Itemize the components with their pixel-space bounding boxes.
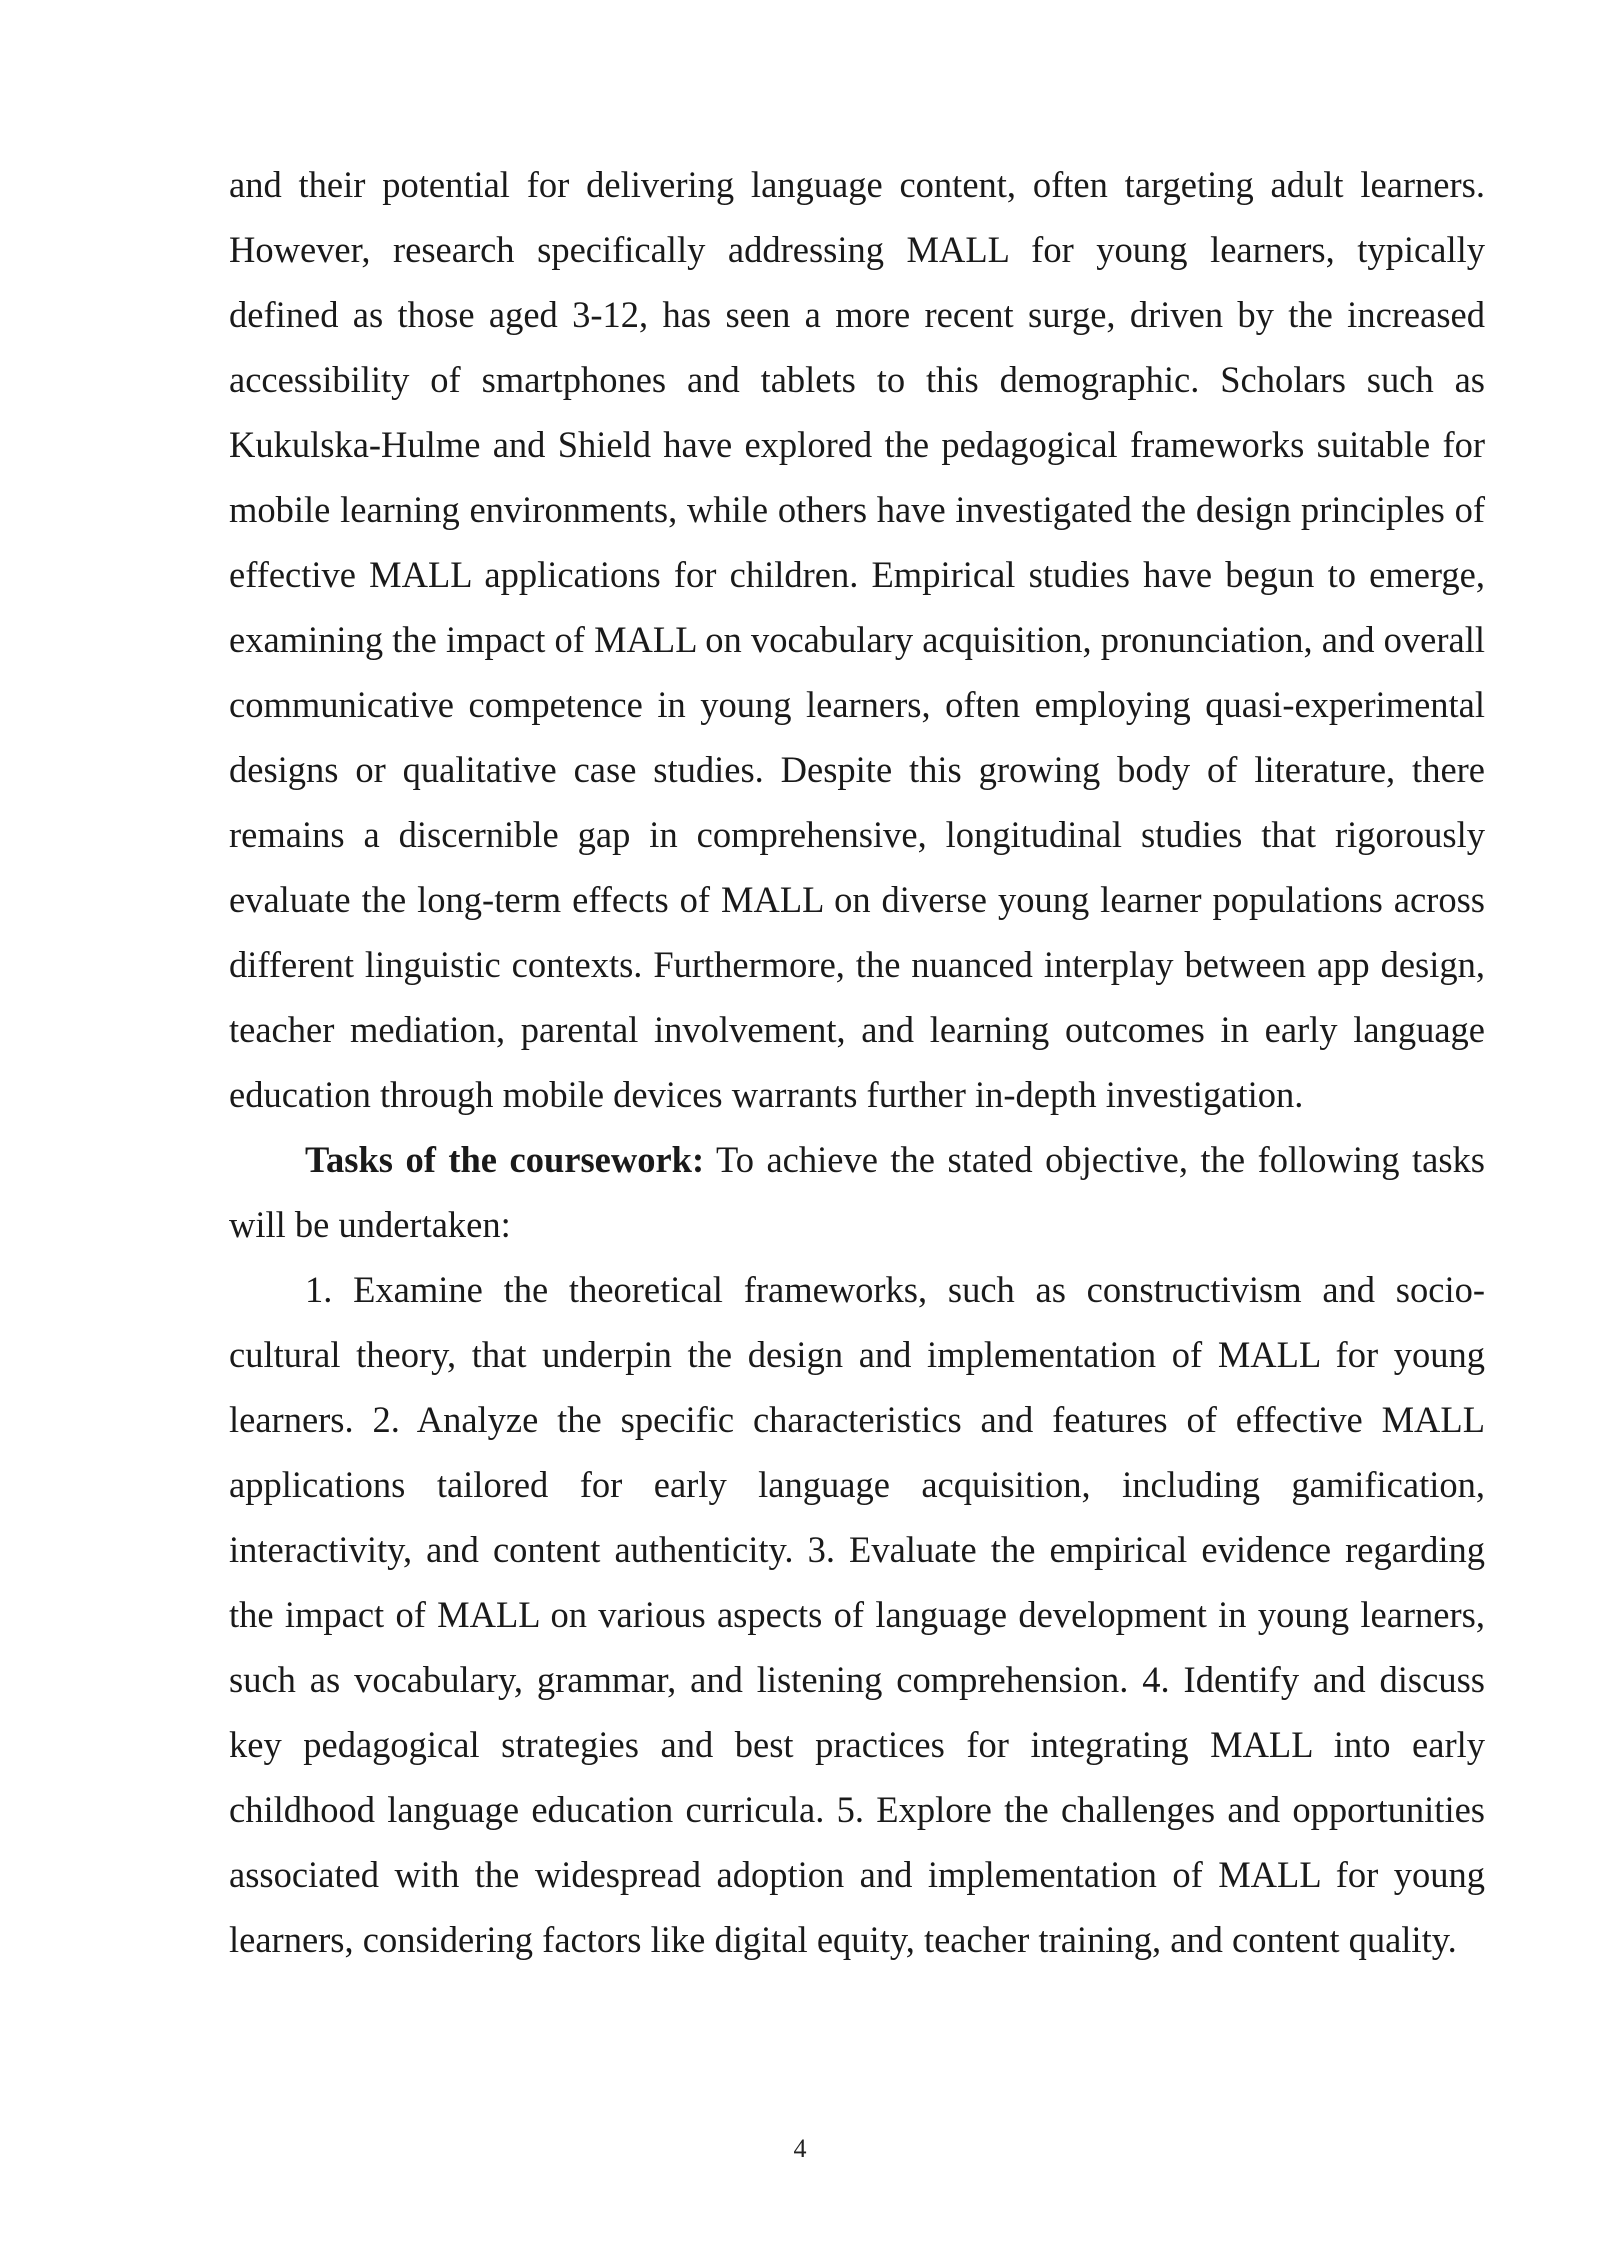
tasks-paragraph [229,1127,1485,1257]
tasks-intro-text: To achieve the stated objective, the following tasks will be undertaken: [229,1139,1486,1245]
page-number: 4 [793,2134,807,2163]
literature-review-paragraph: and their potential for delivering language content, often targeting adult learners. However, research specifically addressing MALL for young learners, typically defined as those aged 3-12, has seen a more recent surge, driven by the increased accessibility of smartphones and tablets to this demographic. Scholars such as Kukulska-Hulme and Shield have explored the pedagogical frameworks suitable for mobile learning environments, while others have investigated the design principles of effective MALL applications for children. Empirical studies have begun to emerge, examining the impact of MALL on vocabulary acquisition, pronunciation, and overall communicative competence in young learners, often employing quasi-experimental designs or qualitative case studies. Despite this growing body of literature, there remains a discernible gap in comprehensive, longitudinal studies that rigorously evaluate the long-term effects of MALL on diverse young learner populations across different linguistic contexts. Furthermore, the nuanced interplay between app design, teacher mediation, parental involvement, and learning outcomes in early language education through mobile devices warrants further in-depth investigation. [229,164,1485,1115]
tasks-heading: Tasks of the coursework: [305,1139,705,1180]
tasks-list-paragraph: 1. Examine the theoretical frameworks, such as constructivism and socio-cultural theory, that underpin the design and implementation of MALL for young learners. 2. Analyze the specific characteristics and features of effective MALL applications tailored for early language acquisition, including gamification, interactivity, and content authenticity. 3. Evaluate the empirical evidence regarding the impact of MALL on various aspects of language development in young learners, such as vocabulary, grammar, and listening comprehension. 4. Identify and discuss key pedagogical strategies and best practices for integrating MALL into early childhood language education curricula. 5. Explore the challenges and opportunities associated with the widespread adoption and implementation of MALL for young learners, considering factors like digital equity, teacher training, and content quality. [229,1269,1485,1960]
body-text [229,152,1485,1972]
